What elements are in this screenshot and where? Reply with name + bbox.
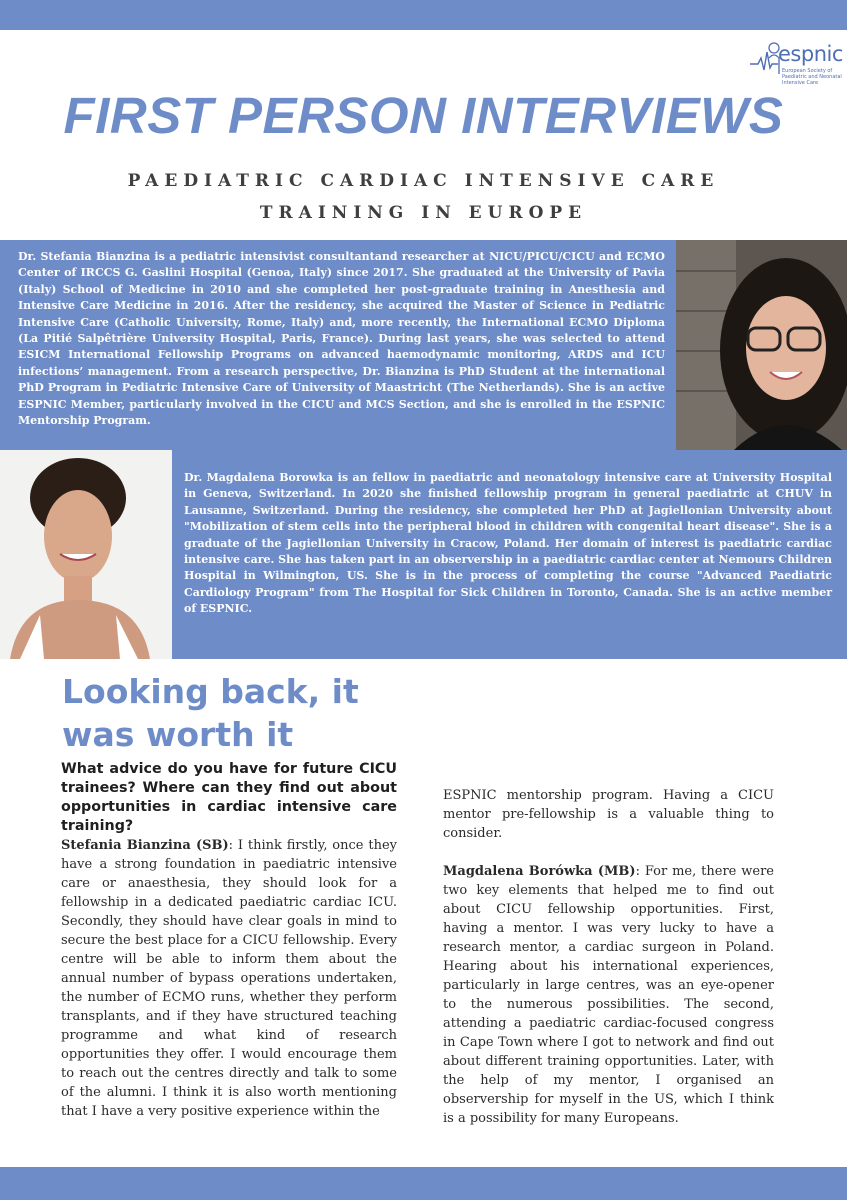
portrait-photo-bianzina	[676, 240, 847, 450]
answer-text-borowka: : For me, there were two key elements that helped me to find out about CICU fellowship opportunities. First, having a mentor. I was very lucky to have a research mentor, a cardiac surgeon in Poland. Hearing about his international experiences, particularly in large centres, was an eye-opener to the numerous possibilities. The second, attending a paediatric cardiac-focused congress in Cape Town where I got to network and find out about different training opportunities. Later, with the help of my mentor, I organised an observership for myself in the US, which I think is a possibility for many Europeans.	[443, 864, 774, 1126]
logo-subtitle: European Society of Paediatric and Neonatal Intensive Care	[782, 68, 842, 86]
bio-panel-bianzina	[0, 240, 676, 450]
bio-text-borowka: Dr. Magdalena Borowka is an fellow in paediatric and neonatology intensive care at University Hospital in Geneva, Switzerland. In 2020 she finished fellowship program in general paediatric at CHUV in Lausanne, Switzerland. During the residency, she completed her PhD at Jagiellonian University about "Mobilization of stem cells into the peripheral blood in children with congenital heart disease". She is a graduate of the Jagiellonian University in Cracow, Poland. Her domain of interest is paediatric cardiac intensive care. She has taken part in an observership in a paediatric cardiac center at Nemours Children Hospital in Wilmington, US. She is in the process of completing the course "Advanced Paediatric Cardiology Program" from The Hospital for Sick Children in Toronto, Canada. She is an active member of ESPNIC.	[184, 471, 832, 616]
subtitle-line-2: TRAINING IN EUROPE	[259, 203, 588, 223]
answer-bianzina	[61, 836, 397, 1121]
section-heading: Looking back, it was worth it	[62, 672, 359, 754]
page-title: FIRST PERSON INTERVIEWS	[63, 87, 784, 144]
bio-panel-borowka	[172, 450, 847, 659]
speaker-borowka: Magdalena Borówka (MB)	[443, 864, 636, 879]
paragraph-gap	[443, 843, 774, 862]
bio-text-bianzina: Dr. Stefania Bianzina is a pediatric intensivist consultantand researcher at NICU/PICU/CICU and ECMO Center of IRCCS G. Gaslini Hospital (Genoa, Italy) since 2017. She graduated at the University of Pavia (Italy) School of Medicine in 2010 and she completed her post-graduate training in Anesthesia and Intensive Care Medicine in 2016. After the residency, she acquired the Master of Science in Pediatric Intensive Care (Catholic University, Rome, Italy) and, more recently, the International ECMO Diploma (La Pitié Salpêtrière University Hospital, Paris, France). During last years, she was selected to attend ESICM International Fellowship Programs on advanced haemodynamic monitoring, ARDS and ICU infections’ management. From a research perspective, Dr. Bianzina is PhD Student at the international PhD Program in Pediatric Intensive Care of University of Maastricht (The Netherlands). She is an active ESPNIC Member, particularly involved in the CICU and MCS Section, and she is enrolled in the ESPNIC Mentorship Program.	[18, 250, 665, 428]
bottom-band	[0, 1167, 847, 1200]
portrait-photo-borowka	[0, 450, 172, 659]
left-column	[61, 760, 397, 1121]
answer-borowka	[443, 862, 774, 1128]
interview-question: What advice do you have for future CICU trainees? Where can they find out about opportunities in cardiac intensive care training?	[61, 761, 397, 834]
page-subtitle	[0, 165, 847, 229]
subtitle-line-1: PAEDIATRIC CARDIAC INTENSIVE CARE	[127, 171, 720, 191]
espnic-logo	[748, 38, 842, 86]
answer-text-bianzina: : I think firstly, once they have a strong foundation in paediatric intensive care or anaesthesia, they should look for a fellowship in a dedicated paediatric cardiac ICU. Secondly, they should have clear goals in mind to secure the best place for a CICU fellowship. Every centre will be able to inform them about the annual number of bypass operations undertaken, the number of ECMO runs, whether they perform transplants, and if they have structured teaching programme and what kind of research opportunities they offer. I would encourage them to reach out the centres directly and talk to some of the alumni. I think it is also worth mentioning that I have a very positive experience within the	[61, 838, 397, 1119]
logo-name: espnic	[778, 42, 843, 66]
top-band	[0, 0, 847, 30]
answer-bianzina-continued: ESPNIC mentorship program. Having a CICU mentor pre-fellowship is a valuable thing to consider.	[443, 788, 774, 841]
right-column	[443, 786, 774, 1128]
speaker-bianzina: Stefania Bianzina (SB)	[61, 838, 229, 853]
